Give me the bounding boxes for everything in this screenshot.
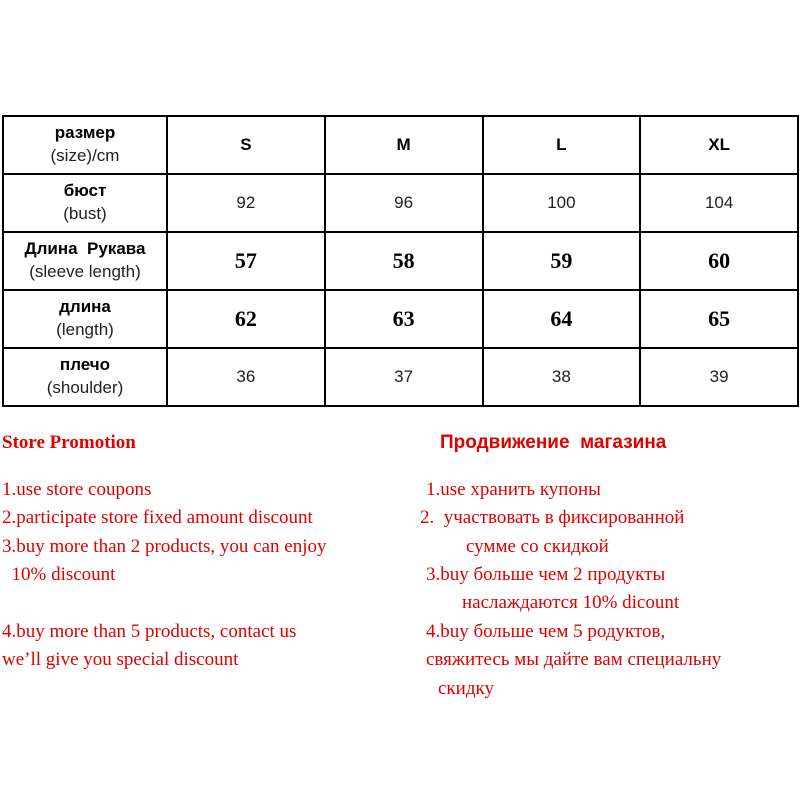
size-chart-table	[2, 115, 799, 407]
shoulder-value-xl: 39	[640, 348, 798, 406]
shoulder-value-m: 37	[325, 348, 483, 406]
shoulder-label-ru: плечо	[59, 355, 111, 374]
sleeve-length-value-m: 58	[325, 232, 483, 290]
sleeve-length-value-l: 59	[483, 232, 641, 290]
length-label-ru: длина	[59, 297, 111, 316]
size-header-s: S	[167, 116, 325, 174]
length-row	[3, 290, 798, 348]
bust-label-cell	[3, 174, 167, 232]
sleeve-length-label-en: (sleeve length)	[29, 262, 141, 281]
promo-en-line-5: 4.buy more than 5 products, contact us	[2, 621, 297, 642]
sleeve-length-row	[3, 232, 798, 290]
promo-en-line-6: we’ll give you special discount	[2, 649, 239, 670]
promotion-title-ru: Продвижение магазина	[440, 432, 667, 453]
promo-ru-line-8: скидку	[438, 678, 494, 699]
shoulder-value-l: 38	[483, 348, 641, 406]
promo-ru-line-3: сумме со скидкой	[466, 536, 609, 557]
promo-ru-line-7: свяжитесь мы дайте вам специальну	[426, 649, 722, 670]
sleeve-length-value-s: 57	[167, 232, 325, 290]
length-value-s: 62	[167, 290, 325, 348]
shoulder-label-en: (shoulder)	[46, 378, 124, 397]
size-header-m: M	[325, 116, 483, 174]
bust-value-s: 92	[167, 174, 325, 232]
size-label-ru: размер	[54, 123, 116, 142]
promo-ru-line-1: 1.use хранить купоны	[426, 479, 601, 500]
promotion-title-en: Store Promotion	[2, 432, 136, 453]
shoulder-label-cell	[3, 348, 167, 406]
size-header-label-cell	[3, 116, 167, 174]
length-value-m: 63	[325, 290, 483, 348]
promo-ru-line-6: 4.buy больше чем 5 родуктов,	[426, 621, 666, 642]
sleeve-length-label-cell	[3, 232, 167, 290]
promo-ru-line-5: наслаждаются 10% dicount	[462, 592, 680, 613]
promo-en-line-3: 3.buy more than 2 products, you can enjoy	[2, 536, 327, 557]
bust-value-l: 100	[483, 174, 641, 232]
shoulder-row	[3, 348, 798, 406]
sleeve-length-value-xl: 60	[640, 232, 798, 290]
bust-label-en: (bust)	[63, 204, 107, 223]
size-header-xl: XL	[640, 116, 798, 174]
length-value-l: 64	[483, 290, 641, 348]
shoulder-value-s: 36	[167, 348, 325, 406]
promo-ru-line-2: 2. участвовать в фиксированной	[420, 507, 685, 528]
bust-value-xl: 104	[640, 174, 798, 232]
size-header-row	[3, 116, 798, 174]
length-label-en: (length)	[56, 320, 114, 339]
sleeve-length-label-ru: Длина Рукава	[24, 239, 146, 258]
promo-en-line-4: 10% discount	[2, 564, 116, 585]
promo-en-line-2: 2.participate store fixed amount discount	[2, 507, 313, 528]
size-label-en: (size)/cm	[50, 146, 120, 165]
size-header-l: L	[483, 116, 641, 174]
length-value-xl: 65	[640, 290, 798, 348]
bust-value-m: 96	[325, 174, 483, 232]
bust-label-ru: бюст	[63, 181, 107, 200]
promo-en-line-1: 1.use store coupons	[2, 479, 152, 500]
length-label-cell	[3, 290, 167, 348]
bust-row	[3, 174, 798, 232]
promo-ru-line-4: 3.buy больше чем 2 продукты	[426, 564, 666, 585]
